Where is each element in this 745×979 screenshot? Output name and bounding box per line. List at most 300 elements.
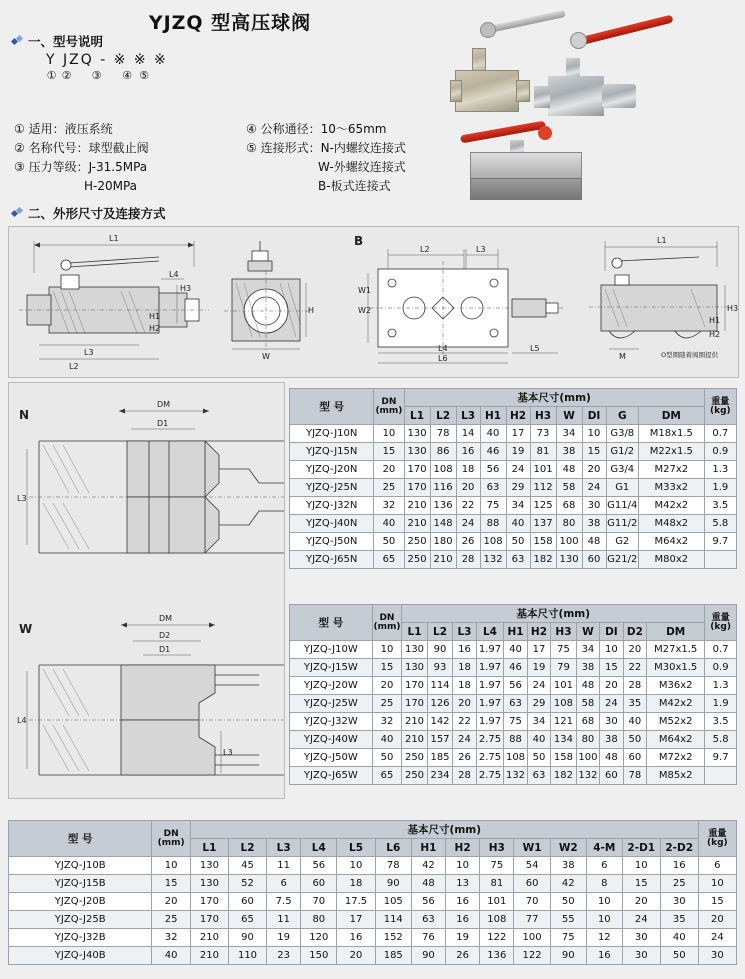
cell-value: 182 bbox=[551, 767, 577, 785]
th-di-w: DI bbox=[600, 623, 623, 641]
cell-value: 38 bbox=[582, 515, 606, 533]
th-l2-n: L2 bbox=[430, 407, 456, 425]
cell-value: 1.9 bbox=[705, 695, 737, 713]
th-l3-n: L3 bbox=[456, 407, 480, 425]
cell-value: 1.9 bbox=[704, 479, 736, 497]
cell-value: 10 bbox=[374, 425, 404, 443]
cell-model: YJZQ-J40W bbox=[290, 731, 373, 749]
table-row bbox=[9, 947, 737, 965]
cell-value: 19 bbox=[267, 929, 301, 947]
valve-2-handle bbox=[578, 15, 673, 46]
th-basic-b: 基本尺寸(mm) bbox=[190, 821, 698, 839]
cell-value: 34 bbox=[556, 425, 582, 443]
valve-3-handle-knob bbox=[538, 126, 552, 140]
cell-value: 20 bbox=[453, 695, 476, 713]
th-2d2-b: 2-D2 bbox=[660, 839, 698, 857]
cell-value: 148 bbox=[430, 515, 456, 533]
cell-value: 10 bbox=[586, 911, 622, 929]
cell-value: 48 bbox=[556, 461, 582, 479]
table-row bbox=[9, 857, 737, 875]
cell-value: 17 bbox=[527, 641, 550, 659]
cell-value: 157 bbox=[427, 731, 453, 749]
table-w-type bbox=[289, 604, 737, 785]
cell-value: 50 bbox=[660, 947, 698, 965]
cell-value: 22 bbox=[456, 497, 480, 515]
cell-value: 0.9 bbox=[704, 443, 736, 461]
thread-detail-panel bbox=[8, 382, 285, 799]
cell-value: 19 bbox=[527, 659, 550, 677]
cell-value: M27x1.5 bbox=[647, 641, 705, 659]
cell-value: 16 bbox=[453, 641, 476, 659]
cell-value: 50 bbox=[372, 749, 402, 767]
cell-value: 20 bbox=[623, 641, 646, 659]
th-l4-b: L4 bbox=[301, 839, 337, 857]
cell-value: 40 bbox=[623, 713, 646, 731]
cell-value: 1.3 bbox=[704, 461, 736, 479]
cell-value: 42 bbox=[411, 857, 445, 875]
cell-value: 210 bbox=[190, 929, 228, 947]
cell-value: 75 bbox=[480, 857, 514, 875]
th-l1-b: L1 bbox=[190, 839, 228, 857]
cell-value: 60 bbox=[228, 893, 266, 911]
cell-value: 80 bbox=[556, 515, 582, 533]
cell-value: 142 bbox=[427, 713, 453, 731]
cell-value: 86 bbox=[430, 443, 456, 461]
cell-value: 0.9 bbox=[705, 659, 737, 677]
th-dn-n: DN (mm) bbox=[374, 389, 404, 425]
table-b-body bbox=[9, 857, 737, 965]
table-b-type bbox=[8, 820, 737, 965]
cell-value: 185 bbox=[427, 749, 453, 767]
th-h1-b: H1 bbox=[411, 839, 445, 857]
cell-value: 17 bbox=[337, 911, 375, 929]
cell-value: 170 bbox=[402, 677, 428, 695]
cell-value: 250 bbox=[404, 533, 430, 551]
cell-value: 134 bbox=[551, 731, 577, 749]
cell-value: 30 bbox=[600, 713, 623, 731]
model-code-block bbox=[46, 52, 168, 82]
cell-value: 32 bbox=[152, 929, 190, 947]
cell-value: M22x1.5 bbox=[639, 443, 705, 461]
label-n: N bbox=[19, 408, 30, 422]
th-l2-w: L2 bbox=[427, 623, 453, 641]
cell-value: 90 bbox=[228, 929, 266, 947]
cell-model: YJZQ-J32W bbox=[290, 713, 373, 731]
cell-value: 210 bbox=[402, 731, 428, 749]
cell-value: 65 bbox=[372, 767, 402, 785]
svg-text:L4: L4 bbox=[169, 270, 179, 279]
svg-text:L4: L4 bbox=[438, 344, 448, 353]
svg-text:H3: H3 bbox=[727, 304, 738, 313]
table-n-head bbox=[290, 389, 737, 425]
code-num-5: ⑤ bbox=[139, 69, 152, 82]
th-l2-b: L2 bbox=[228, 839, 266, 857]
valve-2-port-left bbox=[534, 86, 550, 108]
cell-value: 19 bbox=[446, 929, 480, 947]
cell-value: 10 bbox=[586, 893, 622, 911]
cell-value: 11 bbox=[267, 911, 301, 929]
cell-value: 132 bbox=[504, 767, 527, 785]
cell-value: 20 bbox=[698, 911, 736, 929]
dimension-drawings-panel bbox=[8, 226, 739, 378]
valve-1-port-left bbox=[450, 80, 462, 102]
valve-1-port-right bbox=[516, 80, 530, 102]
th-g-n: G bbox=[606, 407, 639, 425]
table-row bbox=[290, 641, 737, 659]
th-l4-w: L4 bbox=[476, 623, 504, 641]
table-row bbox=[290, 731, 737, 749]
th-w-w: W bbox=[576, 623, 599, 641]
table-row bbox=[290, 479, 737, 497]
cell-value: 152 bbox=[375, 929, 411, 947]
cell-value: 6 bbox=[698, 857, 736, 875]
cell-value: 116 bbox=[430, 479, 456, 497]
cell-model: YJZQ-J65W bbox=[290, 767, 373, 785]
cell-value: 38 bbox=[550, 857, 586, 875]
cell-value: M33x2 bbox=[639, 479, 705, 497]
cell-value: 22 bbox=[623, 659, 646, 677]
cell-value: 15 bbox=[622, 875, 660, 893]
th-w1-b: W1 bbox=[514, 839, 550, 857]
th-h3-b: H3 bbox=[480, 839, 514, 857]
th-d2-w: D2 bbox=[623, 623, 646, 641]
cell-model: YJZQ-J20N bbox=[290, 461, 374, 479]
svg-text:L2: L2 bbox=[69, 362, 79, 371]
cell-value: 132 bbox=[576, 767, 599, 785]
cell-value: 60 bbox=[582, 551, 606, 569]
table-row bbox=[9, 875, 737, 893]
cell-value: 75 bbox=[551, 641, 577, 659]
cell-value: 130 bbox=[402, 641, 428, 659]
svg-text:DM: DM bbox=[159, 614, 173, 623]
cell-value: 70 bbox=[514, 893, 550, 911]
cell-value: 2.75 bbox=[476, 767, 504, 785]
valve-3-handle bbox=[460, 121, 546, 144]
th-h1-w: H1 bbox=[504, 623, 527, 641]
cell-value: 35 bbox=[623, 695, 646, 713]
cell-value: 16 bbox=[586, 947, 622, 965]
cell-value: 48 bbox=[600, 749, 623, 767]
cell-value: 182 bbox=[530, 551, 556, 569]
cell-value: 56 bbox=[504, 677, 527, 695]
table-row bbox=[9, 893, 737, 911]
legend-left-item-4: H-20MPa bbox=[84, 179, 138, 193]
table-row bbox=[290, 677, 737, 695]
svg-text:W1: W1 bbox=[358, 286, 371, 295]
cell-value: 136 bbox=[430, 497, 456, 515]
cell-value: 32 bbox=[372, 713, 402, 731]
th-weight-w: 重量 (kg) bbox=[705, 605, 737, 641]
legend-right-item-3: W-外螺纹连接式 bbox=[318, 160, 406, 174]
svg-text:W2: W2 bbox=[358, 306, 371, 315]
table-row bbox=[290, 551, 737, 569]
cell-value: 10 bbox=[372, 641, 402, 659]
cell-value: 40 bbox=[527, 731, 550, 749]
thread-detail-svg bbox=[9, 383, 284, 798]
valve-1-body bbox=[455, 70, 519, 112]
th-2d1-b: 2-D1 bbox=[622, 839, 660, 857]
valve-2-handle-pivot bbox=[570, 32, 587, 49]
cell-value: 60 bbox=[600, 767, 623, 785]
cell-value: 10 bbox=[152, 857, 190, 875]
cell-value: 210 bbox=[404, 497, 430, 515]
th-dn-b: DN (mm) bbox=[152, 821, 190, 857]
cell-model: YJZQ-J40N bbox=[290, 515, 374, 533]
cell-value: M80x2 bbox=[639, 551, 705, 569]
cell-value: 19 bbox=[506, 443, 530, 461]
cell-value: 78 bbox=[430, 425, 456, 443]
cell-value: 170 bbox=[402, 695, 428, 713]
cell-value: 108 bbox=[480, 911, 514, 929]
cell-value bbox=[704, 551, 736, 569]
th-basic-w: 基本尺寸(mm) bbox=[402, 605, 705, 623]
cell-value: 250 bbox=[402, 749, 428, 767]
cell-model: YJZQ-J15W bbox=[290, 659, 373, 677]
cell-value: 130 bbox=[190, 875, 228, 893]
table-row bbox=[290, 533, 737, 551]
cell-value: 25 bbox=[372, 695, 402, 713]
cell-value: 40 bbox=[504, 641, 527, 659]
cell-value: M30x1.5 bbox=[647, 659, 705, 677]
cell-value: 38 bbox=[600, 731, 623, 749]
svg-text:M: M bbox=[619, 352, 626, 361]
cell-value: 20 bbox=[337, 947, 375, 965]
th-h3-w: H3 bbox=[551, 623, 577, 641]
cell-model: YJZQ-J65N bbox=[290, 551, 374, 569]
th-4m-b: 4-M bbox=[586, 839, 622, 857]
cell-value: 63 bbox=[527, 767, 550, 785]
th-h1-n: H1 bbox=[480, 407, 506, 425]
cell-value: M42x2 bbox=[639, 497, 705, 515]
cell-value: G3/8 bbox=[606, 425, 639, 443]
cell-value: 130 bbox=[404, 443, 430, 461]
th-h3-n: H3 bbox=[530, 407, 556, 425]
cell-value: 75 bbox=[504, 713, 527, 731]
cell-value: 90 bbox=[427, 641, 453, 659]
cell-value: 10 bbox=[622, 857, 660, 875]
cell-value: 16 bbox=[337, 929, 375, 947]
cell-value: 30 bbox=[698, 947, 736, 965]
cell-value: 55 bbox=[550, 911, 586, 929]
cell-value: 24 bbox=[527, 677, 550, 695]
cell-value: 30 bbox=[582, 497, 606, 515]
cell-value: 108 bbox=[430, 461, 456, 479]
cell-value: 250 bbox=[402, 767, 428, 785]
cell-value: 170 bbox=[404, 461, 430, 479]
cell-value: 8 bbox=[586, 875, 622, 893]
cell-value: 50 bbox=[623, 731, 646, 749]
svg-text:W: W bbox=[262, 352, 270, 361]
cell-value: 10 bbox=[698, 875, 736, 893]
cell-value: 6 bbox=[267, 875, 301, 893]
valve-2-port-right bbox=[602, 84, 636, 108]
cell-value: 9.7 bbox=[704, 533, 736, 551]
cell-value: M72x2 bbox=[647, 749, 705, 767]
cell-value: 105 bbox=[375, 893, 411, 911]
cell-value: 101 bbox=[551, 677, 577, 695]
th-l3-b: L3 bbox=[267, 839, 301, 857]
th-dm-n: DM bbox=[639, 407, 705, 425]
cell-value: 79 bbox=[551, 659, 577, 677]
cell-value: 1.97 bbox=[476, 641, 504, 659]
th-di-n: DI bbox=[582, 407, 606, 425]
cell-value: 130 bbox=[190, 857, 228, 875]
code-num-1: ① bbox=[46, 69, 60, 82]
table-row bbox=[290, 659, 737, 677]
cell-value: 45 bbox=[228, 857, 266, 875]
cell-value: 24 bbox=[456, 515, 480, 533]
cell-value: 24 bbox=[622, 911, 660, 929]
cell-value: 185 bbox=[375, 947, 411, 965]
th-w2-b: W2 bbox=[550, 839, 586, 857]
table-n-body bbox=[290, 425, 737, 569]
cell-model: YJZQ-J15B bbox=[9, 875, 152, 893]
cell-value: 100 bbox=[514, 929, 550, 947]
cell-value: 73 bbox=[530, 425, 556, 443]
cell-value: 34 bbox=[506, 497, 530, 515]
cell-value: G1 bbox=[606, 479, 639, 497]
cell-value: 24 bbox=[698, 929, 736, 947]
cell-value: 68 bbox=[556, 497, 582, 515]
cell-value: 60 bbox=[514, 875, 550, 893]
cell-value: 23 bbox=[267, 947, 301, 965]
table-row bbox=[290, 443, 737, 461]
cell-value: 58 bbox=[576, 695, 599, 713]
cell-value: 180 bbox=[430, 533, 456, 551]
cell-value: 100 bbox=[556, 533, 582, 551]
table-n-type bbox=[289, 388, 737, 569]
svg-text:L4: L4 bbox=[17, 716, 27, 725]
cell-value: 46 bbox=[480, 443, 506, 461]
svg-text:L1: L1 bbox=[657, 236, 667, 245]
cell-value: 15 bbox=[152, 875, 190, 893]
cell-value: 150 bbox=[301, 947, 337, 965]
cell-value: 42 bbox=[550, 875, 586, 893]
cell-value: 38 bbox=[556, 443, 582, 461]
valve-1-handle bbox=[488, 10, 566, 33]
cell-value: 30 bbox=[660, 893, 698, 911]
table-row bbox=[290, 749, 737, 767]
cell-value: 20 bbox=[456, 479, 480, 497]
cell-model: YJZQ-J25N bbox=[290, 479, 374, 497]
diamond-bullet-icon bbox=[12, 36, 23, 47]
cell-value: 26 bbox=[453, 749, 476, 767]
cell-value: 50 bbox=[550, 893, 586, 911]
cell-value: 112 bbox=[530, 479, 556, 497]
cell-value: 25 bbox=[374, 479, 404, 497]
svg-text:H2: H2 bbox=[709, 330, 721, 339]
cell-value: 14 bbox=[456, 425, 480, 443]
svg-text:L1: L1 bbox=[109, 234, 119, 243]
cell-value: 132 bbox=[480, 551, 506, 569]
cell-value: 5.8 bbox=[704, 515, 736, 533]
cell-value: 77 bbox=[514, 911, 550, 929]
cell-value: 60 bbox=[623, 749, 646, 767]
cell-value: M27x2 bbox=[639, 461, 705, 479]
legend-right-item-1: ④ 公称通径：10～65mm bbox=[246, 122, 387, 136]
code-num-3: ③ bbox=[91, 69, 105, 82]
cell-model: YJZQ-J10B bbox=[9, 857, 152, 875]
cell-value: 63 bbox=[506, 551, 530, 569]
legend-right bbox=[246, 120, 406, 196]
cell-value: 121 bbox=[551, 713, 577, 731]
cell-value: 28 bbox=[456, 551, 480, 569]
cell-value: 11 bbox=[267, 857, 301, 875]
cell-value: 48 bbox=[411, 875, 445, 893]
cell-value: 40 bbox=[660, 929, 698, 947]
cell-value: 81 bbox=[480, 875, 514, 893]
cell-value: 136 bbox=[480, 947, 514, 965]
th-model-n: 型 号 bbox=[290, 389, 374, 425]
table-row bbox=[9, 929, 737, 947]
cell-value: M52x2 bbox=[647, 713, 705, 731]
cell-value: 81 bbox=[530, 443, 556, 461]
svg-text:L3: L3 bbox=[84, 348, 94, 357]
cell-value: 1.97 bbox=[476, 677, 504, 695]
cell-value: G1/2 bbox=[606, 443, 639, 461]
cell-value: 70 bbox=[301, 893, 337, 911]
cell-value: G2 bbox=[606, 533, 639, 551]
cell-value: 20 bbox=[622, 893, 660, 911]
legend-left-item-2: ② 名称代号：球型截止阀 bbox=[14, 141, 149, 155]
cell-value: 20 bbox=[600, 677, 623, 695]
cell-value: 7.5 bbox=[267, 893, 301, 911]
cell-value: 101 bbox=[530, 461, 556, 479]
th-h2-w: H2 bbox=[527, 623, 550, 641]
cell-value: 122 bbox=[514, 947, 550, 965]
cell-value: 34 bbox=[527, 713, 550, 731]
cell-value: 6 bbox=[586, 857, 622, 875]
table-row bbox=[290, 515, 737, 533]
diamond-bullet-icon-2 bbox=[12, 208, 23, 219]
cell-value: 0.7 bbox=[704, 425, 736, 443]
th-basic-n: 基本尺寸(mm) bbox=[404, 389, 704, 407]
cell-value bbox=[705, 767, 737, 785]
th-h2-b: H2 bbox=[446, 839, 480, 857]
cell-value: 170 bbox=[404, 479, 430, 497]
cell-value: 56 bbox=[301, 857, 337, 875]
cell-value: 29 bbox=[527, 695, 550, 713]
cell-value: 75 bbox=[480, 497, 506, 515]
table-b-head-row-1 bbox=[9, 821, 737, 839]
th-weight-n: 重量 (kg) bbox=[704, 389, 736, 425]
cell-value: G21/2 bbox=[606, 551, 639, 569]
svg-text:H1: H1 bbox=[149, 312, 161, 321]
table-w-body bbox=[290, 641, 737, 785]
cell-value: 5.8 bbox=[705, 731, 737, 749]
cell-value: 29 bbox=[506, 479, 530, 497]
svg-text:B: B bbox=[354, 234, 364, 248]
cell-value: 65 bbox=[228, 911, 266, 929]
cell-value: 25 bbox=[660, 875, 698, 893]
cell-value: 32 bbox=[374, 497, 404, 515]
svg-text:H: H bbox=[308, 306, 315, 315]
cell-value: 88 bbox=[480, 515, 506, 533]
legend-right-item-2: ⑤ 连接形式：N-内螺纹连接式 bbox=[246, 141, 406, 155]
cell-value: 54 bbox=[514, 857, 550, 875]
cell-value: G3/4 bbox=[606, 461, 639, 479]
cell-value: 63 bbox=[504, 695, 527, 713]
th-dn-w: DN (mm) bbox=[372, 605, 402, 641]
cell-value: 16 bbox=[660, 857, 698, 875]
svg-text:D2: D2 bbox=[159, 631, 171, 640]
svg-text:L3: L3 bbox=[223, 748, 233, 757]
cell-value: 1.3 bbox=[705, 677, 737, 695]
cell-value: 210 bbox=[430, 551, 456, 569]
cell-value: 120 bbox=[301, 929, 337, 947]
table-w-head bbox=[290, 605, 737, 641]
cell-value: M18x1.5 bbox=[639, 425, 705, 443]
